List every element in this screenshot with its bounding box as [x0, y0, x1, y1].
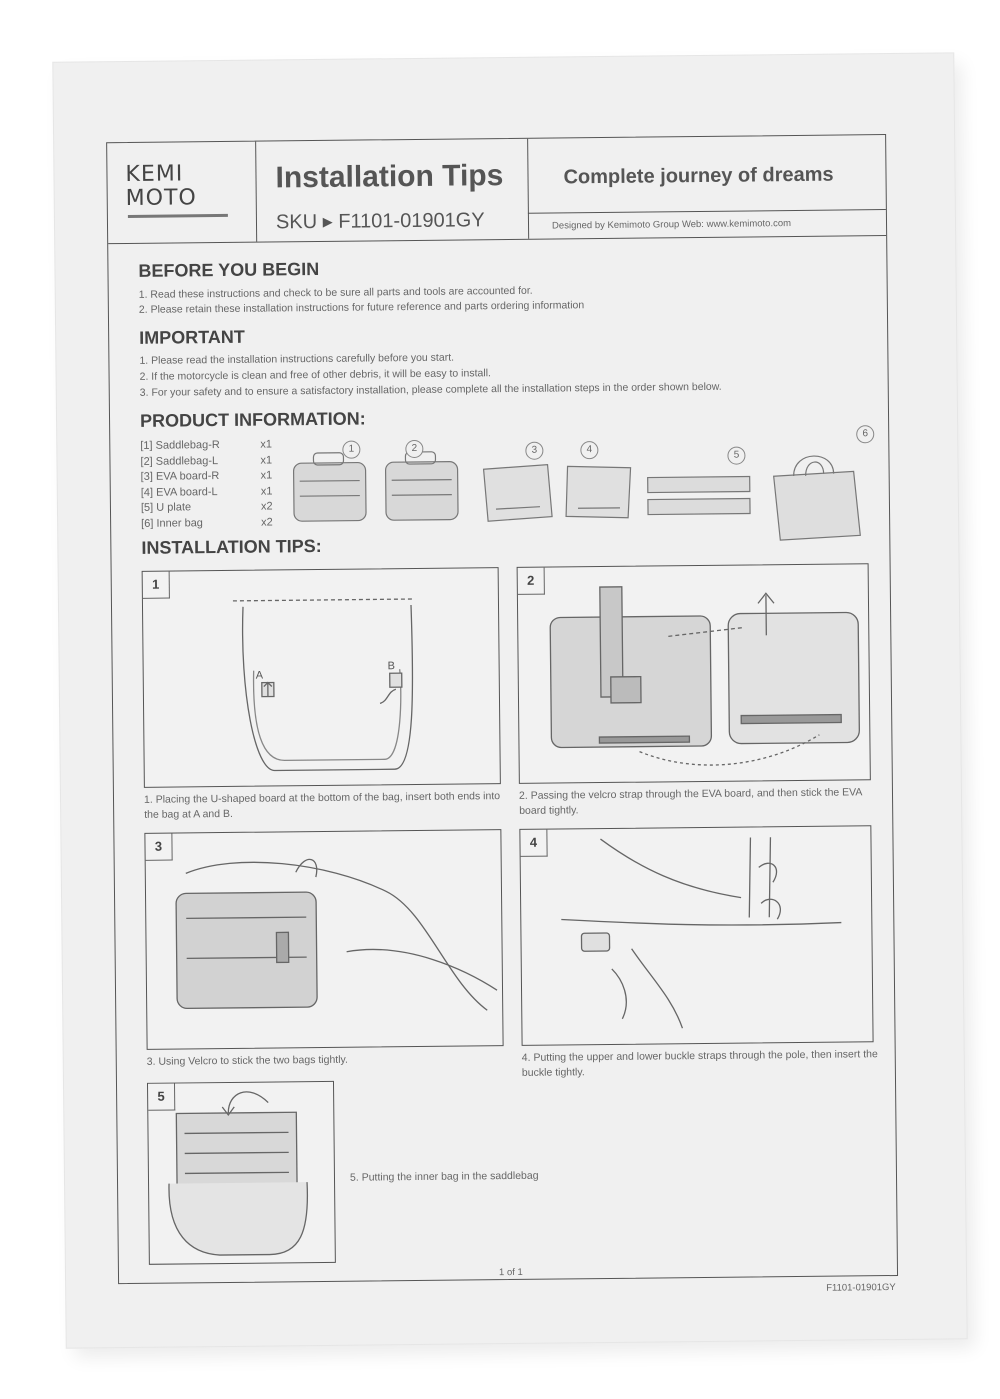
- header: [107, 135, 886, 244]
- step-1-illustration: [143, 568, 500, 787]
- step-5-illustration: [148, 1082, 335, 1264]
- step-3-caption: 3. Using Velcro to stick the two bags tightly.: [146, 1053, 348, 1068]
- sku-label: SKU ▸ F1101-01901GY: [275, 209, 485, 234]
- step-number: 3: [145, 834, 172, 861]
- step-2-panel: [517, 563, 871, 784]
- part-qty: x2: [260, 500, 273, 513]
- step-3-illustration: [145, 830, 502, 1049]
- parts-row: [141, 468, 285, 485]
- u-plate-drawing: [648, 498, 750, 514]
- callout-3: 3: [525, 442, 543, 460]
- tagline: Complete journey of dreams: [563, 163, 834, 189]
- parts-row: [140, 453, 284, 470]
- brand-logo: [125, 162, 197, 211]
- before-heading: BEFORE YOU BEGIN: [138, 258, 320, 281]
- u-plate-drawing: [648, 476, 750, 492]
- step-3-panel: [144, 829, 503, 1050]
- credits: Designed by Kemimoto Group Web: www.kemimoto.com: [551, 218, 792, 232]
- before-item: 1. Read these instructions and check to be sure all parts and tools are accounted for.: [138, 284, 533, 301]
- callout-5: 5: [727, 447, 745, 465]
- page-title: Installation Tips: [275, 159, 504, 195]
- part-name: [6] Inner bag: [141, 516, 203, 530]
- part-qty: x1: [260, 484, 273, 498]
- step-4-caption: 4. Putting the upper and lower buckle straps through the pole, then insert the buckle tightly.: [521, 1048, 878, 1079]
- divider: [527, 139, 529, 239]
- divider: [255, 142, 257, 242]
- step-number: 4: [520, 830, 547, 857]
- inner-bag-drawing: [774, 471, 861, 540]
- part-name: [5] U plate: [140, 501, 192, 514]
- parts-row: [141, 515, 285, 532]
- step-2-caption: 2. Passing the velcro strap through the EVA board, and then stick the EVA board tightly.: [518, 786, 862, 817]
- parts-row: [141, 484, 285, 501]
- install-heading: INSTALLATION TIPS:: [141, 535, 322, 558]
- logo-line-2: MOTO: [125, 185, 197, 211]
- callout-4: 4: [580, 441, 598, 459]
- label-b: B: [387, 660, 396, 673]
- before-item: 2. Please retain these installation instructions for future reference and parts ordering information: [138, 299, 585, 316]
- important-item: 2. If the motorcycle is clean and free of other debris, it will be easy to install.: [139, 367, 491, 383]
- part-name: [2] Saddlebag-L: [140, 454, 219, 468]
- step-5-caption: 5. Putting the inner bag in the saddlebag: [349, 1169, 539, 1184]
- document-frame: [106, 134, 898, 1284]
- part-name: [3] EVA board-R: [140, 470, 220, 483]
- part-name: [1] Saddlebag-R: [140, 439, 220, 452]
- parts-row: [141, 499, 285, 516]
- product-heading: PRODUCT INFORMATION:: [139, 408, 366, 431]
- parts-list: [140, 437, 285, 532]
- parts-row: [140, 437, 284, 454]
- footer-code: F1101-01901GY: [826, 1281, 896, 1294]
- instruction-sheet: [53, 53, 966, 1347]
- page-number: 1 of 1: [498, 1266, 523, 1279]
- important-heading: IMPORTANT: [139, 326, 245, 348]
- part-qty: x1: [260, 469, 273, 482]
- divider: [528, 209, 886, 214]
- logo-underline: [128, 214, 228, 218]
- callout-1: 1: [342, 441, 360, 459]
- eva-board-l-drawing: [566, 466, 632, 519]
- part-qty: x2: [261, 515, 273, 529]
- important-item: 1. Please read the installation instructions carefully before you start.: [139, 351, 455, 367]
- saddlebag-l-drawing: [385, 462, 458, 521]
- step-number: 1: [143, 572, 170, 599]
- callout-6: 6: [856, 425, 874, 443]
- step-4-panel: [519, 825, 873, 1046]
- part-qty: x1: [260, 438, 272, 451]
- step-number: 5: [148, 1084, 175, 1111]
- step-1-panel: [142, 567, 501, 788]
- step-number: 2: [518, 568, 545, 595]
- part-qty: x1: [260, 453, 273, 467]
- important-item: 3. For your safety and to ensure a satisfactory installation, please complete all the installation steps in the order shown below.: [139, 380, 722, 399]
- step-5-panel: [147, 1081, 336, 1265]
- step-2-illustration: [518, 564, 870, 783]
- step-4-illustration: [520, 826, 872, 1045]
- logo-line-1: KEMI: [125, 161, 184, 187]
- part-name: [4] EVA board-L: [140, 485, 218, 499]
- eva-board-r-drawing: [484, 465, 553, 522]
- callout-2: 2: [405, 440, 423, 458]
- saddlebag-r-drawing: [294, 463, 367, 522]
- label-a: A: [255, 669, 264, 682]
- step-1-caption: 1. Placing the U-shaped board at the bottom of the bag, insert both ends into the bag at A and B.: [143, 790, 501, 821]
